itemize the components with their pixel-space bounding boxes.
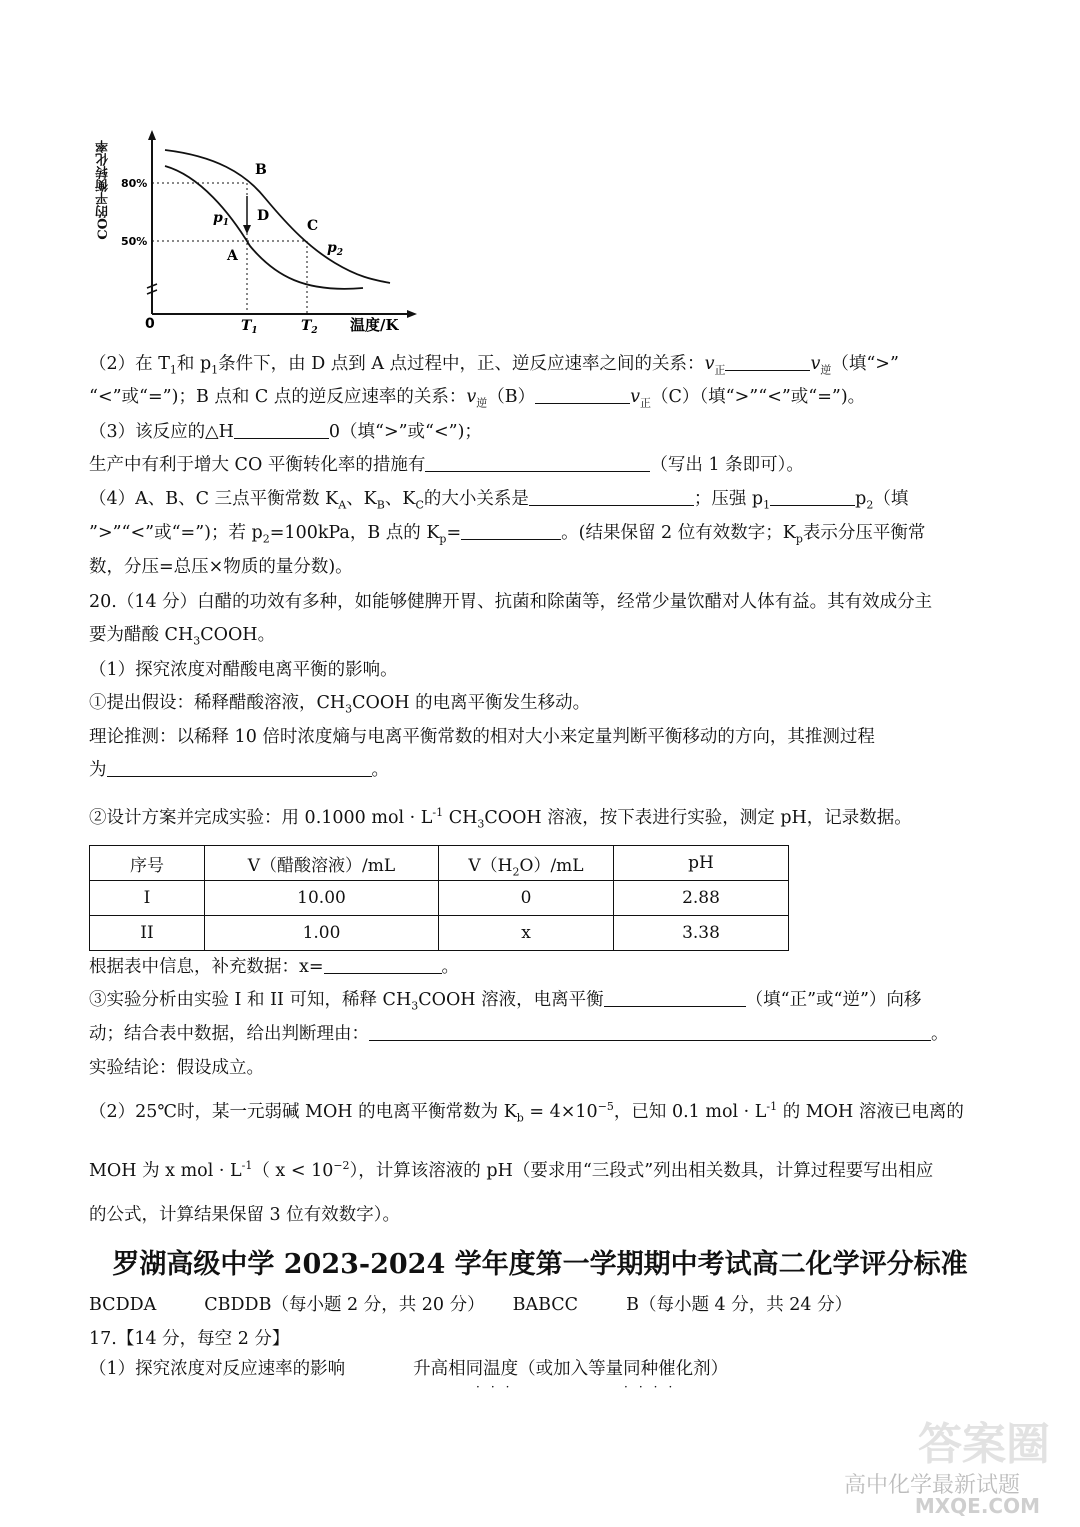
table-row: I 10.00 0 2.88 (90, 881, 789, 916)
blank-measure[interactable] (425, 453, 650, 472)
q19-line-2a: （2）在 $T_1$和 $p_1$条件下，由 D 点到 A 点过程中，正、逆反应速率之间的关系：$v_正$ $v_逆$（填“>” (89, 354, 899, 377)
q19-line-4a: （4）A、B、C 三点平衡常数 $K_A$、$K_B$、$K_C$的大小关系是 ；压强 $p_1$ $p_2$（填 (89, 489, 909, 512)
watermark-logo: 答案圈 (918, 1419, 1050, 1470)
blank-p[interactable] (770, 487, 855, 506)
q20-part-2c: 的公式，计算结果保留 3 位有效数字）。 (89, 1205, 401, 1225)
x-axis-arrow (407, 310, 417, 318)
watermark-site: MXQE.COM (914, 1494, 1040, 1518)
col-v-acid: V（醋酸溶液）/mL (205, 846, 439, 881)
emphasis-dots: ··· (476, 1380, 521, 1394)
watermark-text: 高中化学最新试题 (843, 1473, 1020, 1498)
curve-p1-label: $p_1$ (213, 210, 230, 228)
point-d: D (257, 208, 270, 224)
q20-analysis: ③实验分析由实验 I 和 II 可知，稀释 $CH_3COOH$ 溶液，电离平衡 （填“正”或“逆”）向移 (89, 990, 922, 1013)
blank-reason[interactable] (369, 1022, 931, 1041)
point-c: C (307, 218, 319, 234)
tick-50: 50% (121, 235, 148, 248)
y-axis-label: CO的平衡转化率 (96, 140, 111, 240)
q20-design: ②设计方案并完成实验：用 0.1000 mol · $L^{-1}$ $CH_3COOH$ 溶液，按下表进行实验，测定 pH，记录数据。 (89, 806, 912, 831)
curve-p2 (165, 150, 390, 283)
tick-80: 80% (121, 177, 148, 190)
emphasis-dots: ···· (624, 1380, 684, 1394)
q17-part-1: （1）探究浓度对反应速率的影响 升高相同温度（或加入等量同种催化剂） (89, 1359, 729, 1379)
q19-line-4c: 数，分压=总压×物质的量分数)。 (89, 557, 353, 577)
q20-part-1: （1）探究浓度对醋酸电离平衡的影响。 (89, 660, 398, 680)
col-ph: pH (614, 846, 789, 881)
table-header (90, 846, 789, 881)
q19-line-3a: （3）该反应的△H 0（填“>”或“<”)； (89, 422, 482, 442)
q20-x-fill: 根据表中信息，补充数据：x= 。 (89, 957, 460, 977)
q20-reason: 动；结合表中数据，给出判断理由： 。 (89, 1024, 949, 1044)
d-arrowhead (243, 225, 251, 234)
origin-label: 0 (145, 316, 155, 332)
y-axis-arrow (148, 130, 156, 140)
experiment-table (89, 845, 789, 951)
q17-header: 17.【14 分，每空 2 分】 (89, 1329, 290, 1349)
q19-line-3b: 生产中有利于增大 CO 平衡转化率的措施有 （写出 1 条即可）。 (89, 455, 804, 475)
q20-part-2a: （2）25℃时，某一元弱碱 MOH 的电离平衡常数为 $K_b = 4\times 10^{-5}$，已知 0.1 mol · $L^{-1}$ 的 MOH 溶液已电离的 (89, 1100, 964, 1125)
q20-conclusion: 实验结论：假设成立。 (89, 1058, 264, 1078)
col-v-water: $V(H_2O)/mL$ (439, 846, 614, 881)
blank-kp[interactable] (461, 521, 561, 540)
q20-head-1: 20.（14 分）白醋的功效有多种，如能够健脾开胃、抗菌和除菌等，经常少量饮醋对人体有益。其有效成分主 (89, 592, 933, 612)
blank-v[interactable] (725, 352, 810, 371)
point-b: B (255, 162, 267, 178)
blank-theory[interactable] (107, 758, 372, 777)
blank-x[interactable] (324, 955, 442, 974)
point-a: A (227, 248, 238, 264)
q20-part-2b: MOH 为 x mol · $L^{-1}$（ $x < 10^{-2}$），计算该溶液的 pH（要求用“三段式”列出相关数具，计算过程要写出相应 (89, 1159, 934, 1181)
blank-dh[interactable] (234, 420, 329, 439)
table-row: II 1.00 x 3.38 (90, 916, 789, 951)
q20-hypothesis: ①提出假设：稀释醋酸溶液，$CH_3COOH$ 的电离平衡发生移动。 (89, 693, 591, 716)
mc-answers: BCDDA CBDDB（每小题 2 分，共 20 分） BABCC B（每小题 4 分，共 24 分） (89, 1295, 853, 1315)
q20-theory: 理论推测：以稀释 10 倍时浓度熵与电离平衡常数的相对大小来定量判断平衡移动的方向，其推测过程 (89, 727, 875, 747)
t1-label: $T_1$ (241, 318, 258, 336)
answer-key-title: 罗湖高级中学 2023-2024 学年度第一学期期中考试高二化学评分标准 (112, 1249, 968, 1280)
q19-line-4b: ”>”“<”或“=”)；若 $p_2=100kPa$，B 点的 $K_p=$ 。(结果保留 2 位有效数字；$K_p$表示分压平衡常 (89, 523, 926, 546)
blank-direction[interactable] (604, 988, 746, 1007)
x-label: 温度/K (350, 316, 399, 334)
curve-p2-label: $p_2$ (327, 240, 344, 258)
blank-k[interactable] (529, 487, 694, 506)
blank-bc[interactable] (535, 385, 630, 404)
q20-theory-blank: 为 。 (89, 760, 389, 780)
q20-head-2: 要为醋酸 $CH_3COOH$。 (89, 625, 276, 648)
q19-line-2b: “<”或“=”)；B 点和 C 点的逆反应速率的关系：$v_逆(B)$ $v_正(C)$（填“>”“<”或“=”)。 (89, 387, 866, 410)
curve-p1 (165, 166, 363, 289)
t2-label: $T_2$ (301, 318, 318, 336)
co-conversion-figure (95, 128, 425, 338)
col-no: 序号 (90, 846, 205, 881)
